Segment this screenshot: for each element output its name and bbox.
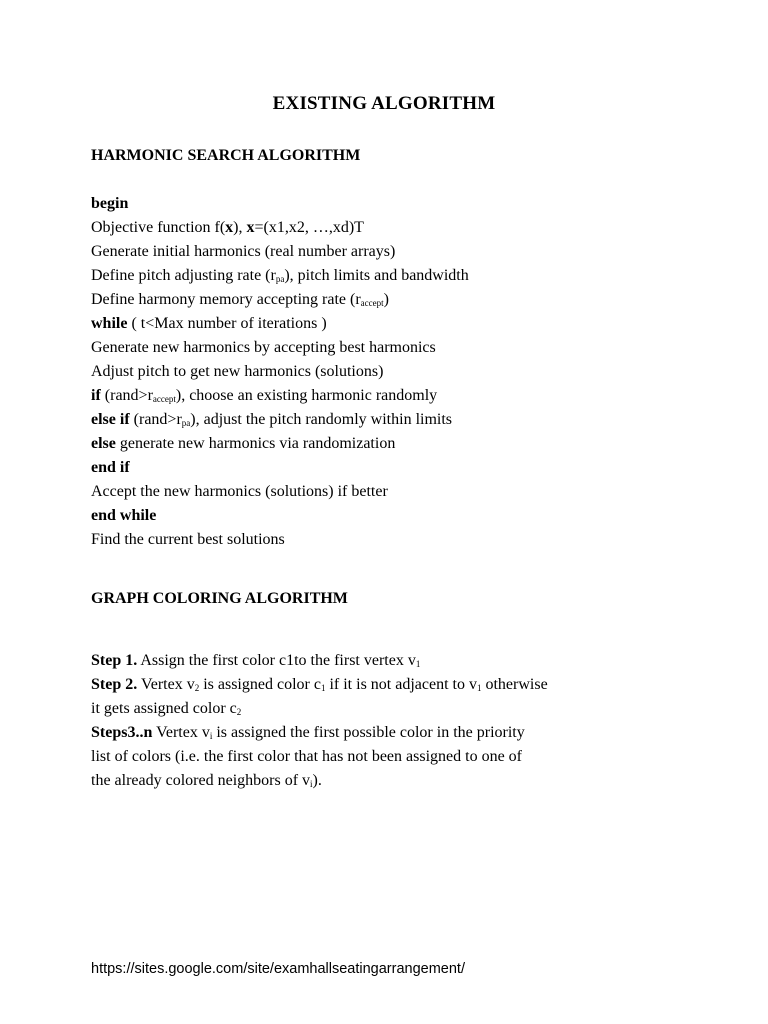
generate-new-line: Generate new harmonics by accepting best harmonics — [91, 339, 436, 356]
step3-line-2: list of colors (i.e. the first color that has not been assigned to one of — [91, 748, 523, 765]
adjust-pitch-line: Adjust pitch to get new harmonics (solutions) — [91, 363, 384, 380]
section-heading-graph-coloring: GRAPH COLORING ALGORITHM — [91, 590, 348, 607]
objective-line: Objective function f(x), x=(x1,x2, …,xd)T — [91, 219, 364, 236]
accept-new-line: Accept the new harmonics (solutions) if better — [91, 483, 388, 500]
while-line: while ( t<Max number of iterations ) — [91, 315, 327, 332]
section-heading-harmonic-search: HARMONIC SEARCH ALGORITHM — [91, 147, 361, 164]
define-hm-line: Define harmony memory accepting rate $(r_{accept})$ — [91, 291, 389, 308]
else-line: else generate new harmonics via randomization — [91, 435, 396, 452]
step2-line-2: it gets assigned color $c_2$ — [91, 700, 242, 717]
define-pitch-line: Define pitch adjusting rate $(r_{pa})$, pitch limits and bandwidth — [91, 267, 469, 284]
else-if-line: else if $(rand>r_{pa})$, adjust the pitch randomly within limits — [91, 411, 453, 428]
step3-line: Steps3..n Vertex $v_i$ is assigned the first possible color in the priority — [91, 724, 525, 741]
end-while-line: end while — [91, 507, 157, 524]
footer-url: https://sites.google.com/site/examhallseatingarrangement/ — [91, 961, 465, 977]
step3-line-3: the already colored neighbors of $v_i$). — [91, 772, 322, 789]
step2-line: Step 2. Vertex $v_2$ is assigned color $c_1$ if it is not adjacent to $v_1$ otherwise — [91, 676, 548, 693]
step1-line: Step 1. Assign the first color c1to the first vertex $v_1$ — [91, 652, 421, 669]
if-line: if $(rand>r_{accept})$, choose an existing harmonic randomly — [91, 387, 438, 404]
begin-keyword: begin — [91, 195, 129, 212]
generate-initial-line: Generate initial harmonics (real number arrays) — [91, 243, 396, 260]
end-if-line: end if — [91, 459, 130, 476]
find-best-line: Find the current best solutions — [91, 531, 285, 548]
document-title: EXISTING ALGORITHM — [272, 93, 496, 114]
